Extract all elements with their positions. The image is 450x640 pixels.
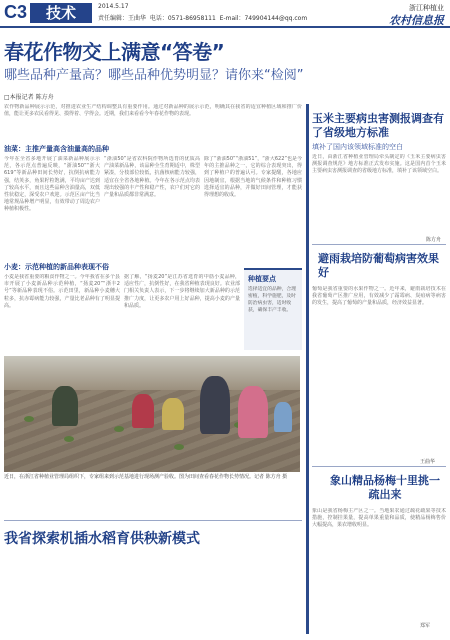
plant — [24, 416, 34, 422]
bottom-headline: 我省探索机插水稻育供秧新模式 — [4, 531, 200, 547]
person-figure — [238, 386, 268, 438]
divider — [312, 244, 446, 245]
wheat-col-1 — [4, 274, 120, 354]
main-headline: 春花作物交上满意“答卷” — [4, 40, 225, 64]
tips-text: 选择适宜的品种，合理密植，科学施肥，及时防治病虫害，适时收获，确保丰产丰收。 — [248, 287, 296, 313]
rapeseed-col-3 — [204, 156, 302, 256]
person-figure — [52, 386, 78, 426]
rapeseed-col-2-text: “浙油50”是省农科院作物所选育的优质高产油菜新品种，该品种全生育期适中，株型紧凑，分枝部位较低，抗菌核病能力较强，适宜在全省各地种植。今年在各示范点均表现出较强的丰产性和稳产性，农户们对它的产量和品质都非常满意。 — [104, 156, 200, 199]
right-headline-2: 避雨栽培防葡萄病害效果好 — [318, 252, 439, 279]
rapeseed-col-2 — [104, 156, 200, 256]
wheat-col-2-text: 据了解，“扬麦20”是江苏省选育的中筋小麦品种，适应性广，抗倒性好，在我省种植表现良好。农业部门相关负责人表示，下一步将继续加大新品种的示范推广力度，让更多农户用上好品种，提高小麦的产量和品质。 — [124, 274, 240, 309]
person-figure — [162, 398, 184, 430]
tips-box — [244, 268, 302, 350]
person-figure — [200, 376, 230, 434]
right-article-2-text: 葡萄是我省重要的水果作物之一。近年来，避雨栽培技术在我省葡萄产区推广应用，有效减少了霜霉病、炭疽病等病害的发生，提高了葡萄的产量和品质，经济效益显著。 — [312, 286, 446, 307]
email-label: E-mail：749904144@qq.com — [219, 15, 308, 22]
author-2: 王曲华 — [420, 459, 436, 465]
contact-line — [98, 13, 307, 22]
section-badge: C3 — [4, 2, 28, 22]
right-headline-1: 玉米主要病虫害测报调查有了省级地方标准 — [312, 112, 444, 139]
wheat-col-1-text: 小麦是我省重要的粮食作物之一。今年我省在多个县市开展了小麦新品种示范种植，“扬麦20”“浙丰2号”等新品种表现不俗。示范田里，新品种小麦穗大粒多，抗赤霉病能力较强，产量比老品种有了明显提高。 — [4, 274, 120, 309]
wheat-col-2 — [124, 274, 240, 354]
field-photo — [4, 356, 300, 472]
byline: □本报记者 陈方舟 — [4, 94, 54, 101]
tips-title: 种植要点 — [248, 276, 276, 283]
masthead — [0, 0, 450, 28]
plant — [174, 444, 184, 450]
lead-paragraph — [4, 104, 302, 140]
right-subheadline-1: 填补了国内该领域标准的空白 — [312, 143, 403, 151]
rapeseed-col-1 — [4, 156, 100, 256]
brand-logo: 农村信息报 — [389, 14, 444, 27]
lead-text: 农作物新品种展示示范，对推进农业生产结构调整具有重要作用。通过对新品种的展示示范，明确其在我省的适宜种植区域和推广价值，能让更多农民看得见、摸得着、学得会。近期，我们来看看今年春花作物的表现。 — [4, 104, 302, 118]
divider — [312, 466, 446, 467]
region-label: 浙江种植业 — [409, 4, 444, 12]
person-figure — [132, 394, 154, 428]
plant — [114, 426, 124, 432]
subhead-rapeseed: 油菜：主推产量高含油量高的品种 — [4, 145, 109, 153]
right-article-1-text: 近日，由浙江省种植业管理局牵头制定的《玉米主要病虫害测报调查规范》地方标准正式发布实施。这是国内首个玉米主要病虫害测报调查的省级地方标准，填补了该领域空白。 — [312, 154, 446, 175]
section-name: 技术 — [30, 3, 92, 23]
author-1: 陈方舟 — [426, 237, 442, 243]
editor-label: 责任编辑：王曲华 — [98, 15, 147, 22]
phone-label: 电话：0571-86958111 — [149, 15, 216, 22]
right-article-3-text: 象山是我省杨梅主产区之一。当地果农通过疏花疏果等技术措施，控制挂果量，提高单果重量和品质，使精品杨梅售价大幅提高，果农增收明显。 — [312, 508, 446, 529]
author-3: 郑军 — [420, 623, 431, 629]
main-subheadline: 哪些品种产量高？哪些品种优势明显？请你来“检阅” — [4, 68, 304, 83]
right-article-2-body — [312, 286, 446, 456]
person-figure — [274, 402, 292, 432]
plant — [64, 436, 74, 442]
rapeseed-col-1-text: 今年在全省多地开展了油菜新品种展示示范，各示范点普遍反映，“浙油50”“浙大619”等新品种田间长势好，抗倒抗病能力强，结荚多，角果籽粒饱满，平均亩产达到了较高水平，而且这些品种含油量高，双低性状稳定，深受农户欢迎。示范区亩产比当地常规品种增产明显，有效带动了周边农户种植积极性。 — [4, 156, 100, 213]
subhead-wheat: 小麦：示范种植的新品种表现不俗 — [4, 263, 109, 271]
issue-date: 2014.5.17 — [98, 3, 129, 10]
right-article-1-body — [312, 154, 446, 234]
right-headline-3: 象山精品杨梅十里挑一疏出来 — [330, 474, 440, 501]
rapeseed-col-3-text: 除了“浙油50”“浙油51”，“浙大622”也是今年的主推品种之一，它的综合表现突出，得到了种植户的普遍认可。专家提醒，各地应因地制宜，根据当地的气候条件和种植习惯选择适宜的品种，并做好田间管理，才能获得理想的收成。 — [204, 156, 302, 199]
right-column-rule — [306, 104, 309, 634]
divider — [4, 520, 302, 521]
photo-caption: 近日，在浙江省种植业管理局组织下，专家组来到示范基地进行现场测产验收。图为田间查看春花作物长势情况。记者 陈方舟 摄 — [4, 474, 288, 480]
right-article-3-body — [312, 508, 446, 618]
